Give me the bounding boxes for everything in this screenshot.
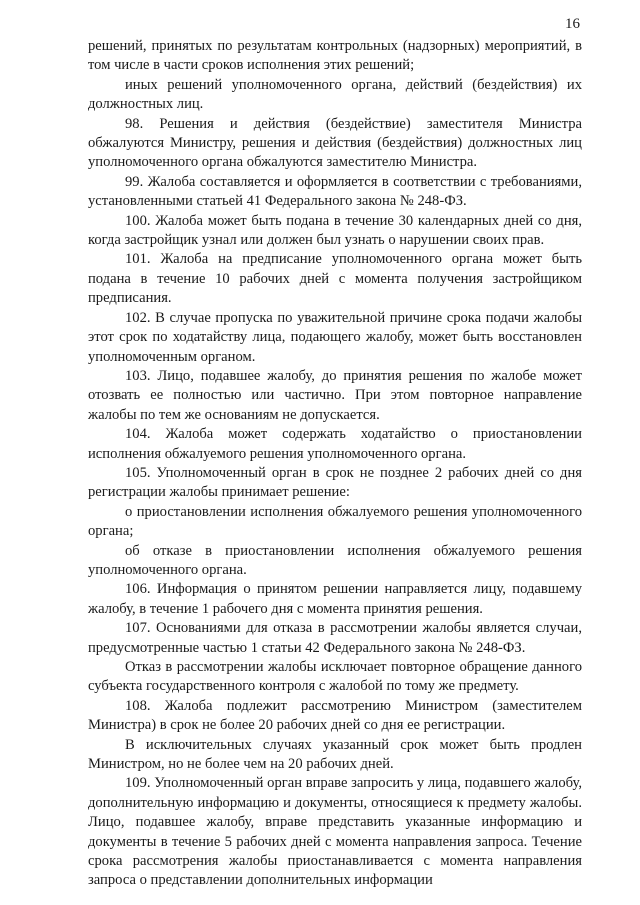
paragraph: 107. Основаниями для отказа в рассмотрении жалобы является случаи, предусмотренные частью 1 статьи 42 Федерального закона № 248-ФЗ.: [88, 620, 582, 656]
paragraph: В исключительных случаях указанный срок может быть продлен Министром, но не более чем на 20 рабочих дней.: [88, 736, 582, 773]
paragraph: 104. Жалоба может содержать ходатайство о приостановлении исполнения обжалуемого решения уполномоченного органа.: [88, 426, 582, 462]
paragraph: решений, принятых по результатам контрольных (надзорных) мероприятий, в том числе в части сроков исполнения этих решений;: [88, 38, 582, 74]
paragraph: 105. Уполномоченный орган в срок не позднее 2 рабочих дней со дня регистрации жалобы принимает решение:: [88, 464, 582, 501]
paragraph: 98. Решения и действия (бездействие) заместителя Министра обжалуются Министру, решения и действия (бездействия) должностных лиц уполномоченного органа обжалуются заместителю Министра.: [88, 115, 582, 171]
paragraph: 103. Лицо, подавшее жалобу, до принятия решения по жалобе может отозвать ее полностью или частично. При этом повторное направление жалобы по тем же основаниям не допускается.: [88, 367, 582, 423]
paragraph: 99. Жалоба составляется и оформляется в соответствии с требованиями, установленными статьей 41 Федерального закона № 248-ФЗ.: [88, 173, 582, 210]
paragraph: о приостановлении исполнения обжалуемого решения уполномоченного органа;: [88, 503, 582, 540]
document-body: [88, 37, 582, 891]
paragraph: об отказе в приостановлении исполнения обжалуемого решения уполномоченного органа.: [88, 542, 582, 578]
paragraph: 100. Жалоба может быть подана в течение 30 календарных дней со дня, когда застройщик узнал или должен был узнать о нарушении своих прав.: [88, 212, 582, 249]
paragraph: иных решений уполномоченного органа, действий (бездействия) их должностных лиц.: [88, 76, 582, 113]
paragraph: 101. Жалоба на предписание уполномоченного органа может быть подана в течение 10 рабочих дней с момента получения застройщиком предписания.: [88, 251, 582, 307]
paragraph: 106. Информация о принятом решении направляется лицу, подавшему жалобу, в течение 1 рабочего дня с момента принятия решения.: [88, 581, 582, 617]
paragraph: Отказ в рассмотрении жалобы исключает повторное обращение данного субъекта государственного контроля с жалобой по тому же предмету.: [88, 659, 582, 695]
paragraph: 109. Уполномоченный орган вправе запросить у лица, подавшего жалобу, дополнительную информацию и документы, относящиеся к предмету жалобы. Лицо, подавшее жалобу, вправе представить указанные информацию и документы в течение 5 рабочих дней с момента направления запроса. Течение срока рассмотрения жалобы приостанавливается с момента направления запроса о представлении дополнительных информации: [88, 775, 582, 889]
page-number: 16: [565, 16, 580, 32]
paragraph: 108. Жалоба подлежит рассмотрению Министром (заместителем Министра) в срок не более 20 рабочих дней со дня ее регистрации.: [88, 697, 582, 734]
paragraph: 102. В случае пропуска по уважительной причине срока подачи жалобы этот срок по ходатайству лица, подающего жалобу, может быть восстановлен уполномоченным органом.: [88, 309, 582, 365]
